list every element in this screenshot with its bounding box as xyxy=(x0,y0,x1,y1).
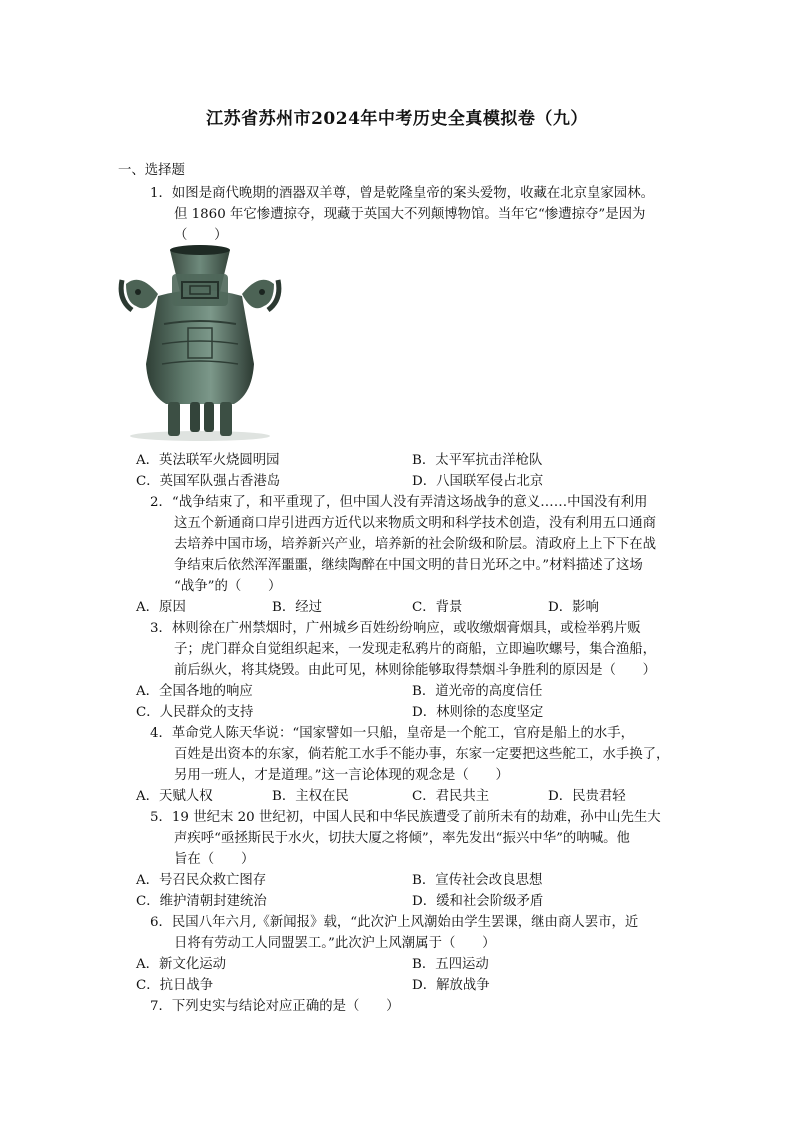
question-3-option-c: C．人民群众的支持 xyxy=(136,705,254,720)
question-6-line-2: 日将有劳动工人同盟罢工。”此次沪上风潮属于（ ） xyxy=(174,936,496,951)
question-1-line-2: 但 1860 年它惨遭掠夺，现藏于英国大不列颠博物馆。当年它“惨遭掠夺”是因为 xyxy=(174,207,646,222)
question-4-line-3: 另用一班人，才是道理。”这一言论体现的观念是（ ） xyxy=(174,768,509,783)
question-2-option-d: D．影响 xyxy=(548,600,599,615)
question-3-option-d: D．林则徐的态度坚定 xyxy=(412,705,544,720)
question-5-option-a: A．号召民众救亡图存 xyxy=(136,873,267,888)
question-5-line-1: 5．19 世纪末 20 世纪初，中国人民和中华民族遭受了前所未有的劫难，孙中山先生大 xyxy=(150,810,661,825)
question-1-line-3: （ ） xyxy=(174,228,228,243)
question-3-option-b: B．道光帝的高度信任 xyxy=(412,684,543,699)
question-1-option-a: A．英法联军火烧圆明园 xyxy=(136,453,280,468)
section-heading: 一、选择题 xyxy=(118,163,185,178)
question-2-line-1: 2．“战争结束了，和平重现了，但中国人没有弄清这场战争的意义……中国没有利用 xyxy=(150,495,648,510)
question-4-option-c: C．君民共主 xyxy=(412,789,490,804)
question-5-line-2: 声疾呼“亟拯斯民于水火，切扶大厦之将倾”，率先发出“振兴中华”的呐喊。他 xyxy=(174,831,630,846)
question-2-line-2: 这五个新通商口岸引进西方近代以来物质文明和科学技术创造，没有利用五口通商 xyxy=(174,516,657,531)
question-1-option-d: D．八国联军侵占北京 xyxy=(412,474,544,489)
question-4-option-d: D．民贵君轻 xyxy=(548,789,626,804)
question-2-option-b: B．经过 xyxy=(272,600,323,615)
question-5-option-d: D．缓和社会阶级矛盾 xyxy=(412,894,544,909)
double-ram-zun-image xyxy=(118,244,282,442)
question-4-option-b: B．主权在民 xyxy=(272,789,349,804)
question-6-option-b: B．五四运动 xyxy=(412,957,489,972)
question-2-line-3: 去培养中国市场，培养新兴产业，培养新的社会阶级和阶层。清政府上上下下在战 xyxy=(174,537,657,552)
question-4-line-2: 百姓是出资本的东家，倘若舵工水手不能办事，东家一定要把这些舵工，水手换了， xyxy=(174,747,670,762)
question-3-line-3: 前后纵火，将其烧毁。由此可见，林则徐能够取得禁烟斗争胜利的原因是（ ） xyxy=(174,663,657,678)
question-5-line-3: 旨在（ ） xyxy=(174,852,255,867)
question-4-option-a: A．天赋人权 xyxy=(136,789,213,804)
question-6-option-c: C．抗日战争 xyxy=(136,978,214,993)
question-3-option-a: A．全国各地的响应 xyxy=(136,684,253,699)
question-6-option-d: D．解放战争 xyxy=(412,978,490,993)
question-2-line-5: “战争”的（ ） xyxy=(174,579,282,594)
question-1-line-1: 1．如图是商代晚期的酒器双羊尊，曾是乾隆皇帝的案头爱物，收藏在北京皇家园林。 xyxy=(150,186,654,201)
question-2-option-a: A．原因 xyxy=(136,600,186,615)
question-2-line-4: 争结束后依然浑浑噩噩，继续陶醉在中国文明的昔日光环之中。”材料描述了这场 xyxy=(174,558,643,573)
question-6-option-a: A．新文化运动 xyxy=(136,957,227,972)
question-6-line-1: 6．民国八年六月,《新闻报》载，“此次沪上风潮始由学生罢课，继由商人罢市，近 xyxy=(150,915,639,930)
question-5-option-b: B．宣传社会改良思想 xyxy=(412,873,543,888)
question-5-option-c: C．维护清朝封建统治 xyxy=(136,894,267,909)
question-4-line-1: 4．革命党人陈天华说：“国家譬如一只船，皇帝是一个舵工，官府是船上的水手， xyxy=(150,726,635,741)
question-7-line-1: 7．下列史实与结论对应正确的是（ ） xyxy=(150,999,400,1014)
question-3-line-1: 3．林则徐在广州禁烟时，广州城乡百姓纷纷响应，或收缴烟膏烟具，或检举鸦片贩 xyxy=(150,621,641,636)
exam-title: 江苏省苏州市2024年中考历史全真模拟卷（九） xyxy=(206,109,588,129)
question-3-line-2: 子；虎门群众自觉组织起来，一发现走私鸦片的商船，立即遍吹螺号，集合渔船， xyxy=(174,642,657,657)
question-1-option-c: C．英国军队强占香港岛 xyxy=(136,474,281,489)
question-1-option-b: B．太平军抗击洋枪队 xyxy=(412,453,543,468)
question-2-option-c: C．背景 xyxy=(412,600,463,615)
